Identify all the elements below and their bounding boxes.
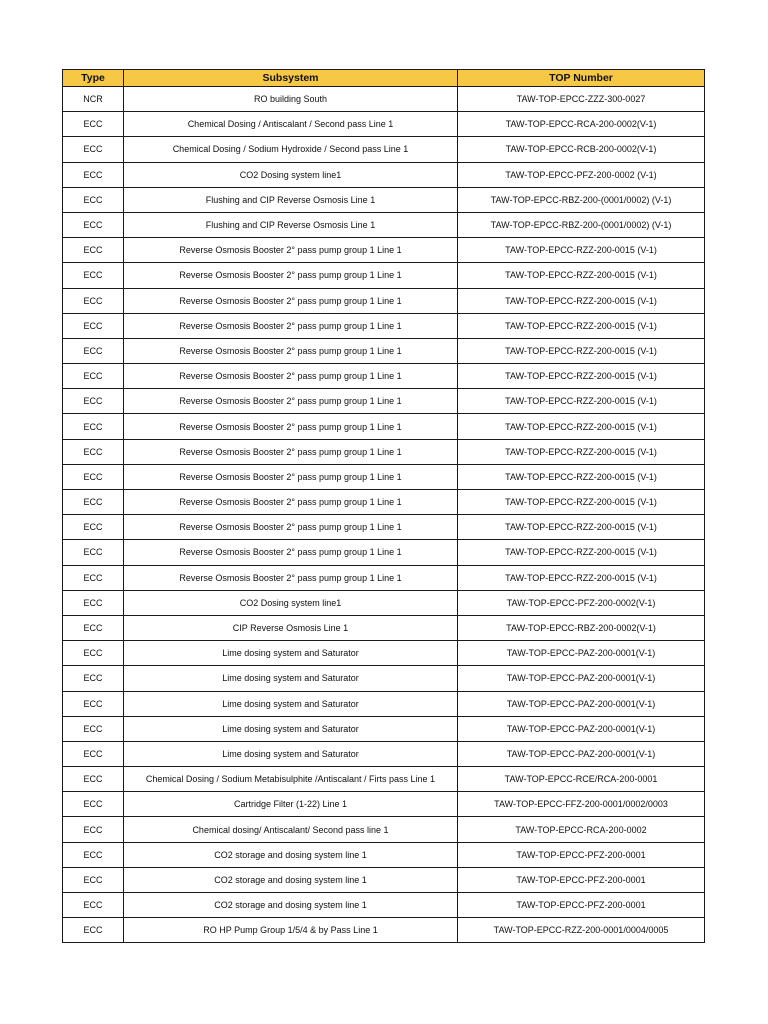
cell-type[interactable]: ECC [63, 162, 124, 187]
cell-type[interactable]: ECC [63, 439, 124, 464]
cell-top-number[interactable]: TAW-TOP-EPCC-RZZ-200-0015 (V-1) [458, 238, 705, 263]
cell-type[interactable]: ECC [63, 112, 124, 137]
cell-subsystem[interactable]: Reverse Osmosis Booster 2° pass pump group 1 Line 1 [124, 389, 458, 414]
cell-subsystem[interactable]: Lime dosing system and Saturator [124, 641, 458, 666]
cell-top-number[interactable]: TAW-TOP-EPCC-ZZZ-300-0027 [458, 87, 705, 112]
cell-type[interactable]: ECC [63, 288, 124, 313]
cell-subsystem[interactable]: Lime dosing system and Saturator [124, 741, 458, 766]
cell-type[interactable]: ECC [63, 464, 124, 489]
cell-top-number[interactable]: TAW-TOP-EPCC-RCA-200-0002 [458, 817, 705, 842]
cell-top-number[interactable]: TAW-TOP-EPCC-RZZ-200-0015 (V-1) [458, 414, 705, 439]
cell-top-number[interactable]: TAW-TOP-EPCC-PAZ-200-0001(V-1) [458, 741, 705, 766]
table-row [63, 641, 705, 666]
cell-top-number[interactable]: TAW-TOP-EPCC-PFZ-200-0001 [458, 867, 705, 892]
cell-type[interactable]: ECC [63, 590, 124, 615]
cell-type[interactable]: ECC [63, 540, 124, 565]
cell-type[interactable]: ECC [63, 842, 124, 867]
cell-type[interactable]: ECC [63, 741, 124, 766]
cell-top-number[interactable]: TAW-TOP-EPCC-PFZ-200-0001 [458, 842, 705, 867]
table-row [63, 490, 705, 515]
table-row [63, 389, 705, 414]
table-row [63, 338, 705, 363]
cell-top-number[interactable]: TAW-TOP-EPCC-RCE/RCA-200-0001 [458, 767, 705, 792]
cell-top-number[interactable]: TAW-TOP-EPCC-PFZ-200-0001 [458, 893, 705, 918]
table-row [63, 162, 705, 187]
cell-top-number[interactable]: TAW-TOP-EPCC-RZZ-200-0015 (V-1) [458, 490, 705, 515]
cell-subsystem[interactable]: Chemical Dosing / Sodium Metabisulphite /Antiscalant / Firts pass Line 1 [124, 767, 458, 792]
table-row [63, 565, 705, 590]
header-row [63, 70, 705, 87]
cell-subsystem[interactable]: CO2 Dosing system line1 [124, 590, 458, 615]
cell-top-number[interactable]: TAW-TOP-EPCC-RZZ-200-0015 (V-1) [458, 565, 705, 590]
cell-top-number[interactable]: TAW-TOP-EPCC-RZZ-200-0015 (V-1) [458, 338, 705, 363]
cell-top-number[interactable]: TAW-TOP-EPCC-RZZ-200-0001/0004/0005 [458, 918, 705, 943]
header-type[interactable]: Type [63, 70, 124, 87]
cell-type[interactable]: ECC [63, 515, 124, 540]
table-row [63, 867, 705, 892]
cell-subsystem[interactable]: Chemical Dosing / Antiscalant / Second pass Line 1 [124, 112, 458, 137]
table-row [63, 817, 705, 842]
cell-top-number[interactable]: TAW-TOP-EPCC-PAZ-200-0001(V-1) [458, 716, 705, 741]
cell-subsystem[interactable]: Reverse Osmosis Booster 2° pass pump group 1 Line 1 [124, 464, 458, 489]
cell-subsystem[interactable]: Reverse Osmosis Booster 2° pass pump group 1 Line 1 [124, 565, 458, 590]
table-row [63, 112, 705, 137]
table-row [63, 464, 705, 489]
cell-top-number[interactable]: TAW-TOP-EPCC-RZZ-200-0015 (V-1) [458, 313, 705, 338]
table-row [63, 87, 705, 112]
cell-type[interactable]: ECC [63, 615, 124, 640]
cell-top-number[interactable]: TAW-TOP-EPCC-RZZ-200-0015 (V-1) [458, 263, 705, 288]
table-row [63, 414, 705, 439]
cell-top-number[interactable]: TAW-TOP-EPCC-FFZ-200-0001/0002/0003 [458, 792, 705, 817]
table-row [63, 187, 705, 212]
table-row [63, 666, 705, 691]
cell-top-number[interactable]: TAW-TOP-EPCC-RCB-200-0002(V-1) [458, 137, 705, 162]
cell-top-number[interactable]: TAW-TOP-EPCC-RBZ-200-(0001/0002) (V-1) [458, 187, 705, 212]
cell-subsystem[interactable]: CO2 Dosing system line1 [124, 162, 458, 187]
cell-subsystem[interactable]: Reverse Osmosis Booster 2° pass pump group 1 Line 1 [124, 540, 458, 565]
table-row [63, 767, 705, 792]
cell-subsystem[interactable]: Reverse Osmosis Booster 2° pass pump group 1 Line 1 [124, 364, 458, 389]
cell-type[interactable]: ECC [63, 716, 124, 741]
cell-top-number[interactable]: TAW-TOP-EPCC-RZZ-200-0015 (V-1) [458, 464, 705, 489]
cell-type[interactable]: ECC [63, 414, 124, 439]
cell-top-number[interactable]: TAW-TOP-EPCC-PFZ-200-0002(V-1) [458, 590, 705, 615]
cell-top-number[interactable]: TAW-TOP-EPCC-RZZ-200-0015 (V-1) [458, 288, 705, 313]
table-row [63, 263, 705, 288]
table-body [63, 87, 705, 943]
cell-top-number[interactable]: TAW-TOP-EPCC-RZZ-200-0015 (V-1) [458, 364, 705, 389]
table-row [63, 515, 705, 540]
cell-subsystem[interactable]: CO2 storage and dosing system line 1 [124, 842, 458, 867]
table-row [63, 792, 705, 817]
cell-subsystem[interactable]: Flushing and CIP Reverse Osmosis Line 1 [124, 212, 458, 237]
header-subsystem[interactable]: Subsystem [124, 70, 458, 87]
cell-top-number[interactable]: TAW-TOP-EPCC-RZZ-200-0015 (V-1) [458, 540, 705, 565]
cell-type[interactable]: ECC [63, 691, 124, 716]
cell-top-number[interactable]: TAW-TOP-EPCC-RZZ-200-0015 (V-1) [458, 515, 705, 540]
table-header [63, 70, 705, 87]
cell-type[interactable]: ECC [63, 490, 124, 515]
cell-type[interactable]: ECC [63, 893, 124, 918]
table-row [63, 238, 705, 263]
cell-top-number[interactable]: TAW-TOP-EPCC-RCA-200-0002(V-1) [458, 112, 705, 137]
cell-type[interactable]: ECC [63, 867, 124, 892]
cell-subsystem[interactable]: Reverse Osmosis Booster 2° pass pump group 1 Line 1 [124, 439, 458, 464]
cell-subsystem[interactable]: Lime dosing system and Saturator [124, 666, 458, 691]
cell-subsystem[interactable]: CO2 storage and dosing system line 1 [124, 867, 458, 892]
cell-subsystem[interactable]: Chemical dosing/ Antiscalant/ Second pass line 1 [124, 817, 458, 842]
cell-type[interactable]: NCR [63, 87, 124, 112]
table-row [63, 212, 705, 237]
cell-subsystem[interactable]: Cartridge Filter (1-22) Line 1 [124, 792, 458, 817]
cell-type[interactable]: ECC [63, 187, 124, 212]
cell-type[interactable]: ECC [63, 817, 124, 842]
cell-top-number[interactable]: TAW-TOP-EPCC-RZZ-200-0015 (V-1) [458, 439, 705, 464]
top-number-table [62, 69, 705, 943]
cell-top-number[interactable]: TAW-TOP-EPCC-PAZ-200-0001(V-1) [458, 691, 705, 716]
cell-type[interactable]: ECC [63, 565, 124, 590]
cell-subsystem[interactable]: RO building South [124, 87, 458, 112]
cell-type[interactable]: ECC [63, 313, 124, 338]
table-row [63, 741, 705, 766]
table-row [63, 590, 705, 615]
cell-subsystem[interactable]: Reverse Osmosis Booster 2° pass pump group 1 Line 1 [124, 313, 458, 338]
cell-top-number[interactable]: TAW-TOP-EPCC-PAZ-200-0001(V-1) [458, 666, 705, 691]
cell-top-number[interactable]: TAW-TOP-EPCC-PFZ-200-0002 (V-1) [458, 162, 705, 187]
cell-top-number[interactable]: TAW-TOP-EPCC-PAZ-200-0001(V-1) [458, 641, 705, 666]
cell-subsystem[interactable]: Reverse Osmosis Booster 2° pass pump group 1 Line 1 [124, 288, 458, 313]
cell-subsystem[interactable]: Chemical Dosing / Sodium Hydroxide / Second pass Line 1 [124, 137, 458, 162]
cell-type[interactable]: ECC [63, 389, 124, 414]
table-row [63, 716, 705, 741]
cell-subsystem[interactable]: Flushing and CIP Reverse Osmosis Line 1 [124, 187, 458, 212]
table-row [63, 615, 705, 640]
table-row [63, 691, 705, 716]
cell-top-number[interactable]: TAW-TOP-EPCC-RZZ-200-0015 (V-1) [458, 389, 705, 414]
cell-subsystem[interactable]: Reverse Osmosis Booster 2° pass pump group 1 Line 1 [124, 238, 458, 263]
cell-type[interactable]: ECC [63, 792, 124, 817]
cell-type[interactable]: ECC [63, 918, 124, 943]
table-row [63, 137, 705, 162]
cell-subsystem[interactable]: CIP Reverse Osmosis Line 1 [124, 615, 458, 640]
cell-subsystem[interactable]: Reverse Osmosis Booster 2° pass pump group 1 Line 1 [124, 338, 458, 363]
table-row [63, 540, 705, 565]
table-row [63, 288, 705, 313]
cell-subsystem[interactable]: Reverse Osmosis Booster 2° pass pump group 1 Line 1 [124, 263, 458, 288]
cell-top-number[interactable]: TAW-TOP-EPCC-RBZ-200-0002(V-1) [458, 615, 705, 640]
spreadsheet [62, 69, 704, 943]
cell-type[interactable]: ECC [63, 641, 124, 666]
cell-subsystem[interactable]: Reverse Osmosis Booster 2° pass pump group 1 Line 1 [124, 414, 458, 439]
table-row [63, 313, 705, 338]
cell-type[interactable]: ECC [63, 767, 124, 792]
cell-type[interactable]: ECC [63, 338, 124, 363]
cell-type[interactable]: ECC [63, 238, 124, 263]
cell-type[interactable]: ECC [63, 666, 124, 691]
table-row [63, 893, 705, 918]
table-row [63, 918, 705, 943]
cell-type[interactable]: ECC [63, 263, 124, 288]
cell-type[interactable]: ECC [63, 212, 124, 237]
cell-subsystem[interactable]: Reverse Osmosis Booster 2° pass pump group 1 Line 1 [124, 490, 458, 515]
cell-type[interactable]: ECC [63, 364, 124, 389]
cell-subsystem[interactable]: Lime dosing system and Saturator [124, 691, 458, 716]
cell-top-number[interactable]: TAW-TOP-EPCC-RBZ-200-(0001/0002) (V-1) [458, 212, 705, 237]
cell-subsystem[interactable]: RO HP Pump Group 1/5/4 & by Pass Line 1 [124, 918, 458, 943]
cell-subsystem[interactable]: Lime dosing system and Saturator [124, 716, 458, 741]
cell-subsystem[interactable]: Reverse Osmosis Booster 2° pass pump group 1 Line 1 [124, 515, 458, 540]
table-row [63, 842, 705, 867]
cell-type[interactable]: ECC [63, 137, 124, 162]
header-top-number[interactable]: TOP Number [458, 70, 705, 87]
cell-subsystem[interactable]: CO2 storage and dosing system line 1 [124, 893, 458, 918]
table-row [63, 439, 705, 464]
table-row [63, 364, 705, 389]
